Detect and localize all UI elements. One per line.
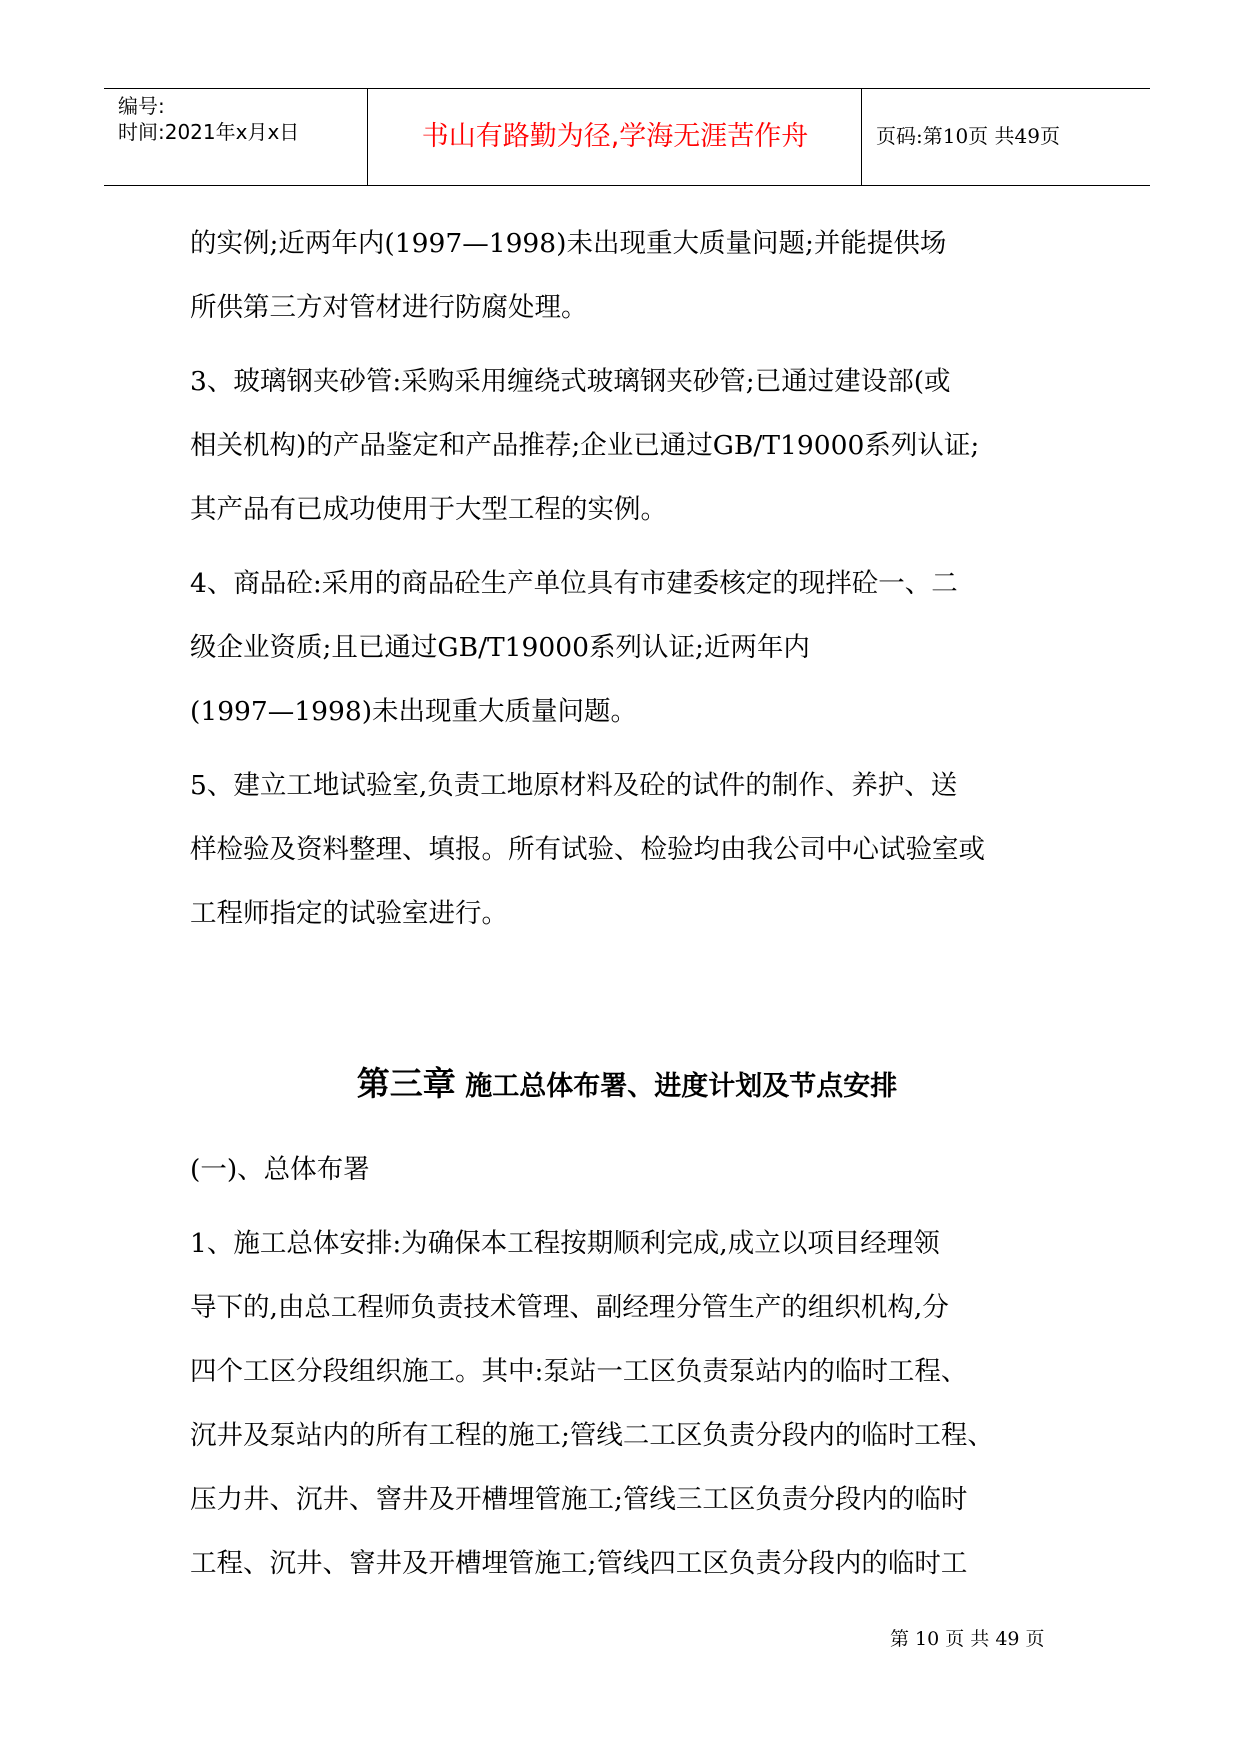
paragraph-line: 样检验及资料整理、填报。所有试验、检验均由我公司中心试验室或	[190, 834, 985, 865]
paragraph-line: 所供第三方对管材进行防腐处理。	[190, 292, 588, 323]
section-subheading: (一)、总体布署	[190, 1154, 370, 1185]
paragraph-line: 级企业资质;且已通过GB/T19000系列认证;近两年内	[190, 632, 810, 663]
paragraph-line: 导下的,由总工程师负责技术管理、副经理分管生产的组织机构,分	[190, 1292, 949, 1323]
paragraph-line: 4、商品砼:采用的商品砼生产单位具有市建委核定的现拌砼一、二	[190, 568, 958, 599]
paragraph-line: 5、建立工地试验室,负责工地原材料及砼的试件的制作、养护、送	[190, 770, 958, 801]
page-header	[104, 88, 1150, 186]
paragraph-line: 工程师指定的试验室进行。	[190, 898, 508, 929]
header-motto-cell	[368, 89, 862, 185]
body-block-bottom	[190, 1138, 1070, 1596]
document-number-label: 编号:	[118, 94, 165, 118]
paragraph-line: 其产品有已成功使用于大型工程的实例。	[190, 494, 667, 525]
paragraph-line: 相关机构)的产品鉴定和产品推荐;企业已通过GB/T19000系列认证;	[190, 430, 980, 461]
paragraph-line: 压力井、沉井、窨井及开槽埋管施工;管线三工区负责分段内的临时	[190, 1484, 968, 1515]
chapter-number: 第三章	[356, 1064, 456, 1103]
header-page-info: 页码:第10页 共49页	[876, 124, 1060, 148]
chapter-heading	[104, 1064, 1150, 1107]
paragraph-line: (1997—1998)未出现重大质量问题。	[190, 696, 638, 727]
chapter-title: 施工总体布署、进度计划及节点安排	[465, 1071, 898, 1102]
header-motto: 书山有路勤为径,学海无涯苦作舟	[421, 121, 809, 152]
page-footer: 第 10 页 共 49 页	[890, 1628, 1045, 1650]
header-meta-cell	[104, 89, 368, 185]
document-time-label: 时间:2021年x月x日	[118, 120, 300, 144]
body-block-top	[190, 212, 1070, 946]
paragraph-line: 的实例;近两年内(1997—1998)未出现重大质量问题;并能提供场	[190, 228, 947, 259]
paragraph-line: 3、玻璃钢夹砂管:采购采用缠绕式玻璃钢夹砂管;已通过建设部(或	[190, 366, 951, 397]
paragraph-line: 1、施工总体安排:为确保本工程按期顺利完成,成立以项目经理领	[190, 1228, 940, 1259]
paragraph-line: 四个工区分段组织施工。其中:泵站一工区负责泵站内的临时工程、	[190, 1356, 968, 1387]
header-page-cell	[862, 89, 1150, 185]
paragraph-line: 工程、沉井、窨井及开槽埋管施工;管线四工区负责分段内的临时工	[190, 1548, 968, 1579]
paragraph-line: 沉井及泵站内的所有工程的施工;管线二工区负责分段内的临时工程、	[190, 1420, 994, 1451]
